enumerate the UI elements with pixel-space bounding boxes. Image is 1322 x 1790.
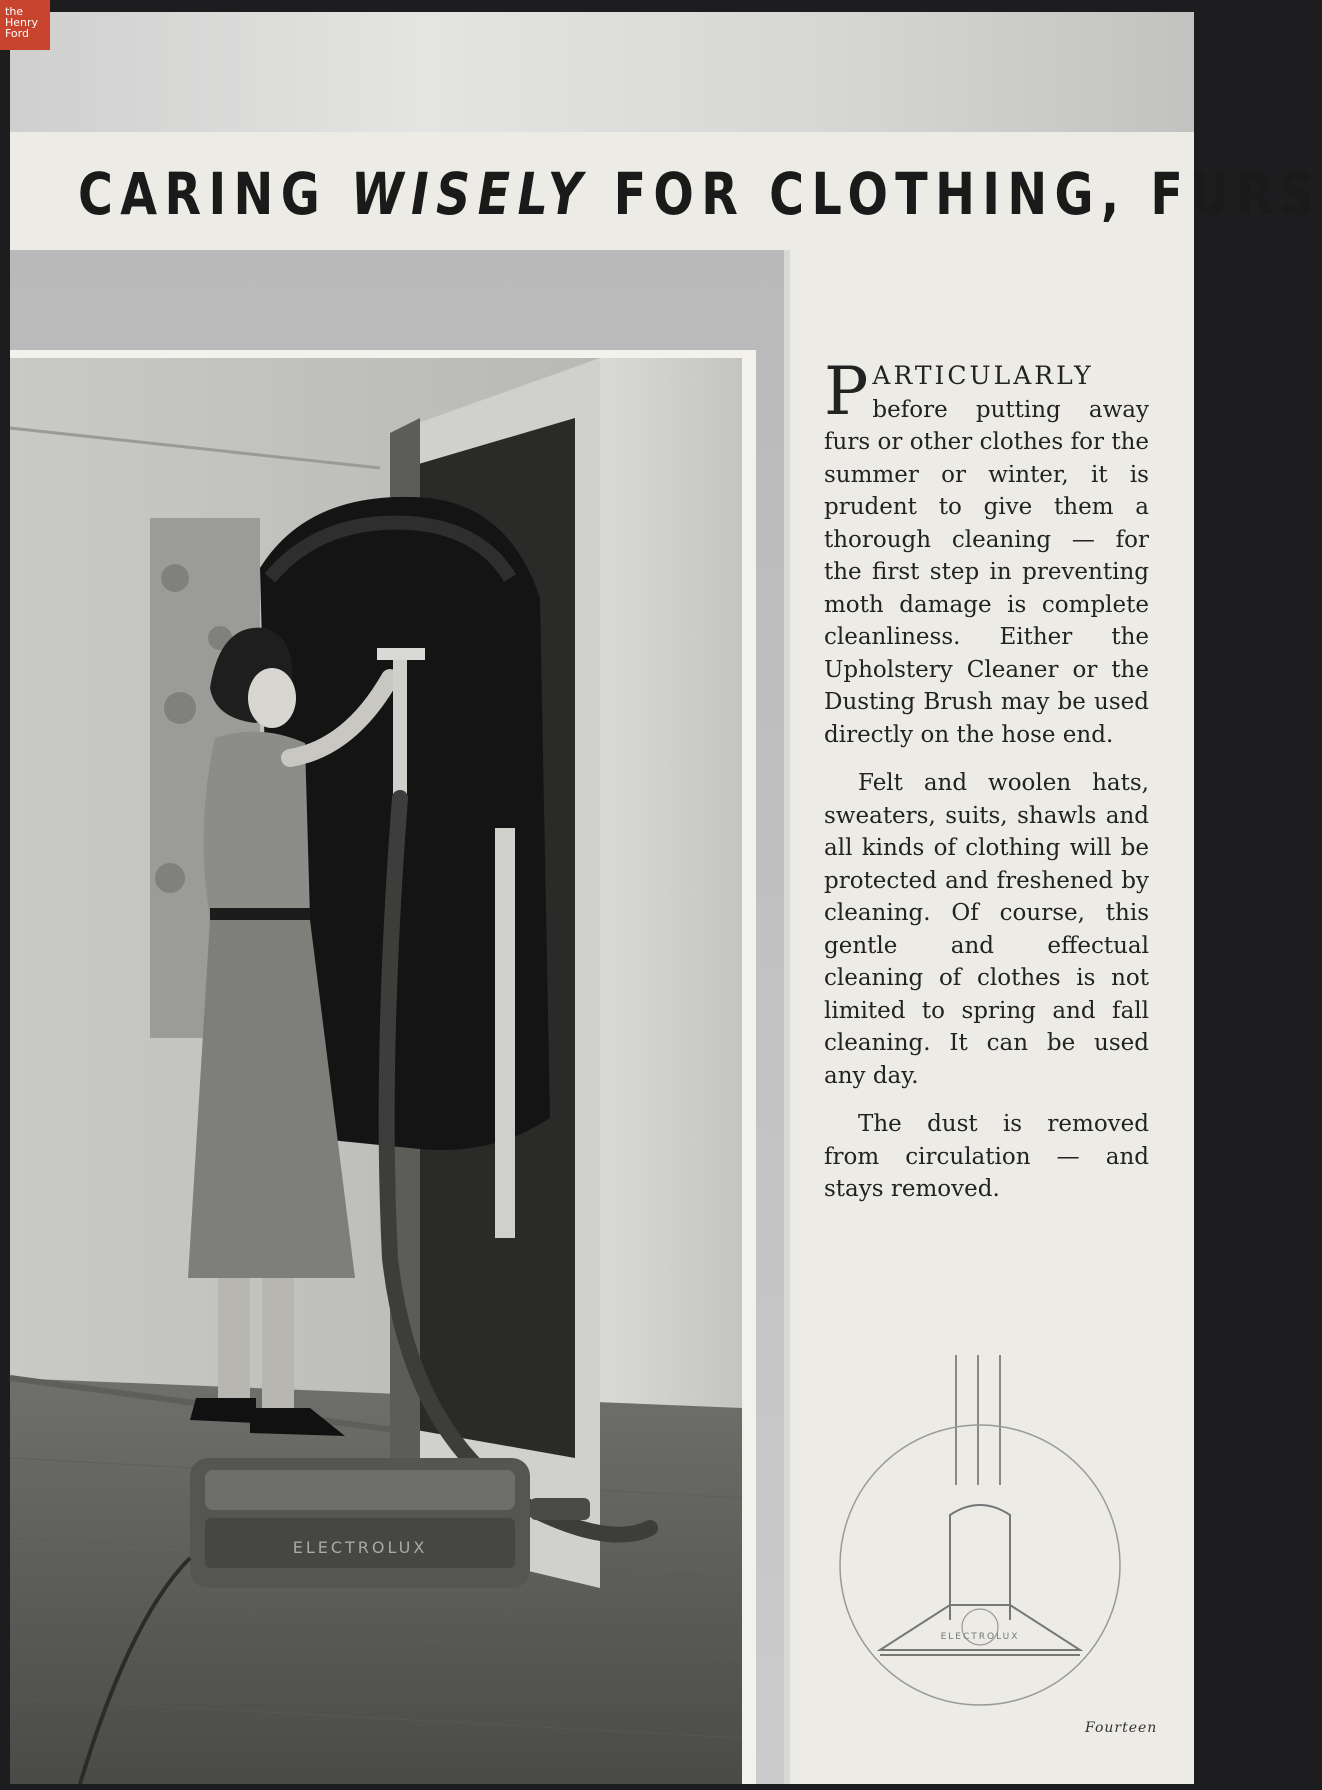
photo-frame <box>10 350 756 1784</box>
title-part-2: WISELY <box>351 160 590 228</box>
paragraph-3: The dust is removed from circulation — and stays removed. <box>824 1111 1149 1202</box>
text-column <box>790 250 1194 1784</box>
vacuuming-fur-coat-photo <box>10 358 742 1784</box>
title-part-1: CARING <box>78 160 328 228</box>
paragraph-2: Felt and woolen hats, sweaters, suits, shawls and all kinds of clothing will be protected and freshened by cleaning. Of course, this gentle and effectual cleaning of clothes is not limited to spring and fall cleaning. It can be used any day. <box>824 770 1149 1089</box>
lead-caps: ARTICULARLY <box>872 361 1094 390</box>
brochure-page <box>10 12 1322 1784</box>
title-band <box>10 132 1322 250</box>
paragraph-1 <box>824 353 1149 751</box>
logo-text: the Henry Ford <box>5 5 39 40</box>
page-title <box>78 160 1322 228</box>
the-henry-ford-logo <box>0 0 50 50</box>
title-part-3: FOR CLOTHING, FURS <box>613 160 1322 228</box>
article-body <box>824 353 1149 1222</box>
drop-cap: P <box>824 353 869 430</box>
page-number: Fourteen <box>1085 1720 1158 1736</box>
paragraph-1-text: before putting away furs or other clothes for the summer or winter, it is prudent to give them a thorough cleaning — for the first step in preventing moth damage is complete cleanliness. Either the Upholstery Cleaner or the Dusting Brush may be used directly on the hose end. <box>824 396 1149 748</box>
vacuum-brand-label: ELECTROLUX <box>292 1538 428 1557</box>
electrolux-emblem <box>840 1355 1130 1709</box>
emblem-brand-label: ELECTROLUX <box>940 1632 1020 1642</box>
